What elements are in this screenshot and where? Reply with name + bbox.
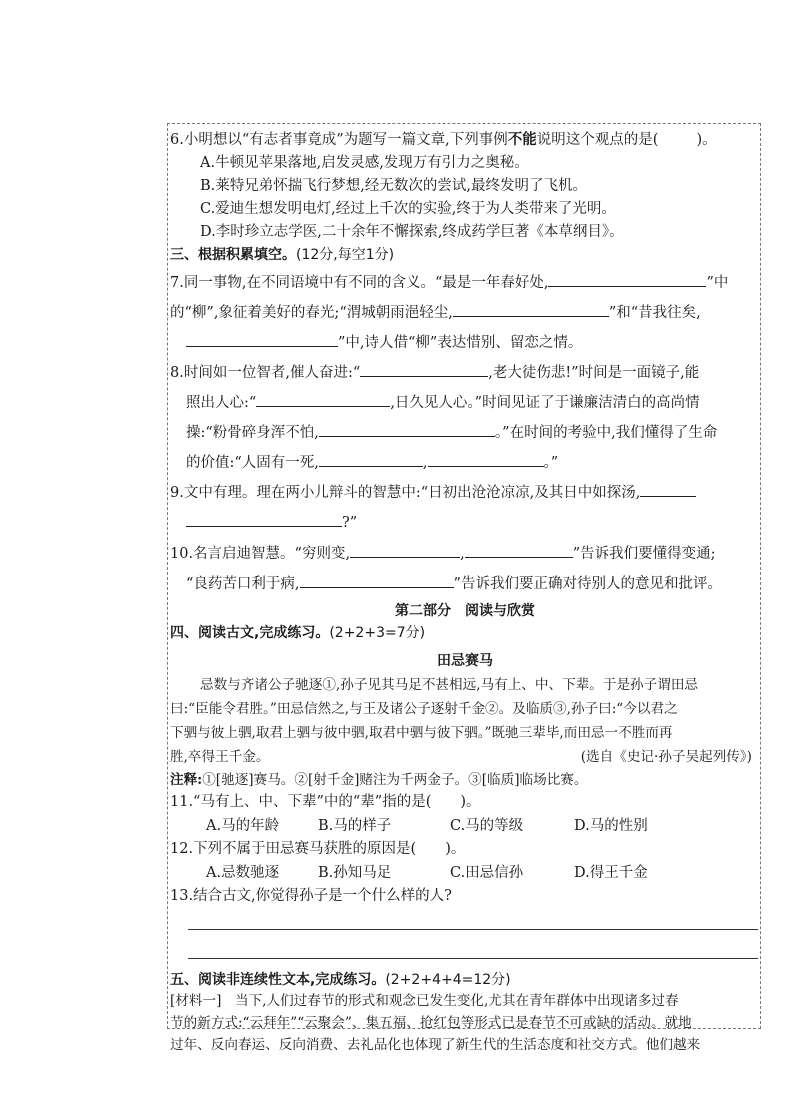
passage-title: 田忌赛马: [437, 653, 493, 669]
q13-answer-line-2[interactable]: [188, 958, 758, 959]
q12-option-d[interactable]: D.得王千金: [574, 865, 648, 881]
q7-blank-3[interactable]: [186, 331, 338, 347]
q8-blank-4[interactable]: [319, 451, 423, 467]
q9-blank-1b[interactable]: [186, 511, 342, 527]
notes-label: 注释:: [170, 772, 203, 788]
passage-source: (选自《史记·孙子吴起列传》): [580, 749, 752, 765]
q9-blank-1a[interactable]: [640, 481, 696, 497]
exam-page: [167, 123, 761, 1053]
q10-line-2: “良药苦口利于病, ”告诉我们要正确对待别人的意见和批评。: [186, 572, 722, 594]
q7-line-3: ”中,诗人借“柳”表达惜别、留恋之情。: [186, 331, 582, 353]
q10-blank-1[interactable]: [350, 542, 460, 558]
q6-option-c[interactable]: C.爱迪生想发明电灯,经过上千次的实验,终于为人类带来了光明。: [200, 201, 616, 217]
q8-blank-5[interactable]: [428, 451, 544, 467]
q11-option-b[interactable]: B.马的样子: [318, 818, 392, 834]
q12-option-b[interactable]: B.孙知马足: [318, 865, 392, 881]
q8-blank-2[interactable]: [256, 391, 390, 407]
part-2-heading: 第二部分 阅读与欣赏: [395, 603, 535, 619]
q10-blank-3[interactable]: [300, 572, 454, 588]
q6-option-d[interactable]: D.李时珍立志学医,二十余年不懈探索,终成药学巨著《本草纲目》。: [200, 224, 624, 240]
q8-blank-1[interactable]: [360, 361, 488, 377]
q8-line-4: 的价值:“人固有一死, , 。”: [186, 451, 558, 473]
q12-option-c[interactable]: C.田忌信孙: [450, 865, 524, 881]
q11-option-a[interactable]: A.马的年龄: [206, 818, 280, 834]
q10-blank-2[interactable]: [465, 542, 573, 558]
q6-emphasis: 不能: [507, 131, 537, 148]
q8-blank-3[interactable]: [319, 421, 495, 437]
passage-line-4: 胜,卒得王千金。 (选自《史记·孙子吴起列传》): [170, 749, 752, 765]
q13-answer-line-1[interactable]: [188, 929, 758, 930]
q7-blank-2[interactable]: [453, 301, 609, 317]
q12-stem: 12.下列不属于田忌赛马获胜的原因是( )。: [170, 841, 466, 857]
passage-line-2: 曰:“臣能令君胜。”田忌信然之,与王及诸公子逐射千金②。及临质③,孙子曰:“今以君之: [170, 701, 678, 717]
q9-line-2: ?”: [186, 511, 357, 533]
q8-line-2: 照出人心:“ ,日久见人心。”时间见证了于谦廉洁清白的高尚情: [186, 391, 700, 413]
notes: 注释:①[驰逐]赛马。②[射千金]赌注为千两金子。③[临质]临场比赛。: [170, 772, 588, 788]
q6-option-b[interactable]: B.莱特兄弟怀揣飞行梦想,经无数次的尝试,最终发明了飞机。: [200, 178, 587, 194]
material-1-line-1: [材料一] 当下,人们过春节的形式和观念已发生变化,尤其在青年群体中出现诸多过春: [170, 993, 679, 1009]
q12-option-a[interactable]: A.忌数驰逐: [206, 865, 280, 881]
q11-option-c[interactable]: C.马的等级: [450, 818, 524, 834]
q7-line-2: 的“柳”,象征着美好的春光;“渭城朝雨浥轻尘, ”和“昔我往矣,: [170, 301, 701, 323]
section-3-heading: 三、根据积累填空。(12分,每空1分): [170, 247, 395, 263]
material-1-line-3: 过年、反向春运、反向消费、去礼品化也体现了新生代的生活态度和社交方式。他们越来: [170, 1037, 701, 1053]
q9-line-1: 9.文中有理。理在两小儿辩斗的智慧中:“日初出沧沧凉凉,及其日中如探汤,: [170, 481, 696, 503]
q7-line-1: 7.同一事物,在不同语境中有不同的含义。“最是一年春好处, ”中: [170, 271, 728, 293]
q11-stem: 11.“马有上、中、下辈”中的“辈”指的是( )。: [170, 794, 481, 810]
q8-line-1: 8.时间如一位智者,催人奋进:“ ,老大徒伤悲!”时间是一面镜子,能: [170, 361, 699, 383]
q13-stem: 13.结合古文,你觉得孙子是一个什么样的人?: [170, 888, 452, 904]
q11-option-d[interactable]: D.马的性别: [574, 818, 648, 834]
q6-option-a[interactable]: A.牛顿见苹果落地,启发灵感,发现万有引力之奥秘。: [200, 155, 529, 171]
section-4-heading: 四、阅读古文,完成练习。(2+2+3=7分): [170, 625, 426, 641]
passage-line-3: 下驷与彼上驷,取君上驷与彼中驷,取君中驷与彼下驷。”既驰三辈毕,而田忌一不胜而再: [170, 725, 673, 741]
section-5-heading: 五、阅读非连续性文本,完成练习。(2+2+4+4=12分): [170, 972, 511, 988]
q10-line-1: 10.名言启迪智慧。“穷则变, , ”告诉我们要懂得变通;: [170, 542, 716, 564]
q8-line-3: 操:“粉骨碎身浑不怕, 。”在时间的考验中,我们懂得了生命: [186, 421, 717, 443]
passage-line-1: 忌数与齐诸公子驰逐①,孙子见其马足不甚相远,马有上、中、下辈。于是孙子谓田忌: [200, 677, 699, 693]
material-1-line-2: 节的新方式:“云拜年”“云聚会”、集五福、抢红包等形式已是春节不可或缺的活动。就地: [170, 1015, 692, 1031]
q6-stem: 6.小明想以“有志者事竟成”为题写一篇文章,下列事例不能说明这个观点的是( )。: [170, 131, 717, 148]
q7-blank-1[interactable]: [548, 271, 706, 287]
